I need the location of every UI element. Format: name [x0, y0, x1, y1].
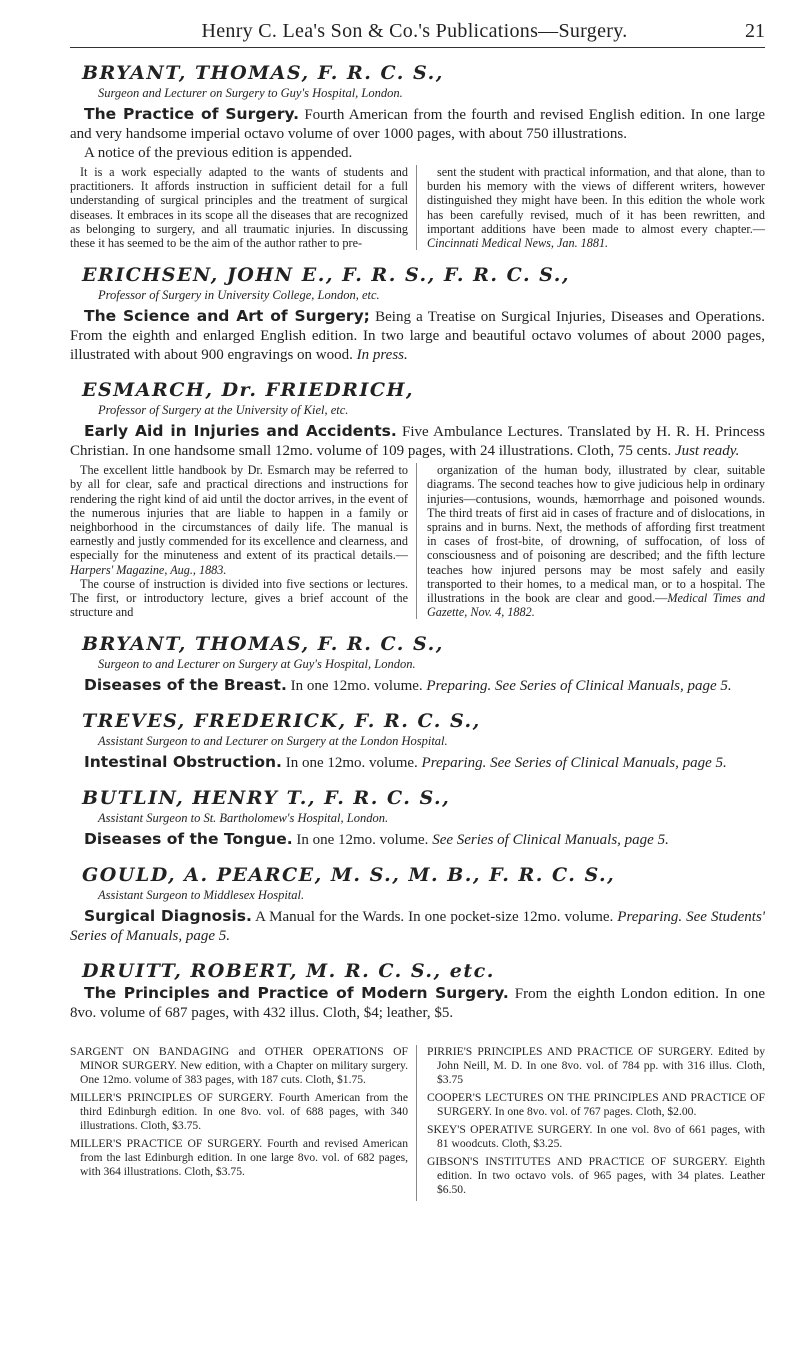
- page-number: 21: [745, 20, 765, 42]
- entry-bryant-practice: [70, 62, 765, 250]
- ad-item: GIBSON'S INSTITUTES AND PRACTICE OF SURGERY. Eighth edition. In two octavo vols. of 965 pages, with 34 plates. Leather $6.50.: [427, 1155, 765, 1197]
- see-reference: See Series of Clinical Manuals, page 5.: [491, 678, 732, 695]
- notice: A notice of the previous edition is appended.: [84, 145, 353, 161]
- ad-item: SARGENT ON BANDAGING and OTHER OPERATIONS OF MINOR SURGERY. New edition, with a Chapter on military surgery. One 12mo. volume of 383 pages, with 187 cuts. Cloth, $1.75.: [70, 1045, 408, 1087]
- author-name: TREVES, FREDERICK, F. R. C. S.,: [82, 710, 481, 733]
- ad-item: MILLER'S PRACTICE OF SURGERY. Fourth and revised American from the last Edinburgh edition. In one large 8vo. vol. of 682 pages, with 364 illustrations. Cloth, $3.75.: [70, 1137, 408, 1179]
- page-header: [70, 20, 765, 43]
- entry-gould: [70, 864, 765, 946]
- book-title: Diseases of the Tongue.: [84, 830, 293, 849]
- page: [70, 20, 765, 1201]
- review-left-1: The excellent little handbook by Dr. Esmarch may be referred to by all for clear, safe and practical directions and instructions for rendering the right kind of aid until the doctor arrives, in the event of the numerous injuries that are liable to happen in a family or neighborhood in the circumstances of daily life. The manual is earnestly and justly commended for its excellence and clearness, and especially for the minuteness and extent of its practical details.—Harpers' Magazine, Aug., 1883.: [70, 463, 408, 577]
- ad-item: COOPER'S LECTURES ON THE PRINCIPLES AND PRACTICE OF SURGERY. In one 8vo. vol. of 767 pages. Cloth, $2.00.: [427, 1091, 765, 1119]
- book-description: Intestinal Obstruction. In one 12mo. volume. Preparing. See Series of Clinical Manuals, page 5.: [84, 753, 727, 772]
- review-columns: [70, 165, 765, 250]
- review-source: Harpers' Magazine, Aug., 1883.: [70, 562, 227, 577]
- see-reference: See Series of Clinical Manuals, page 5.: [486, 755, 727, 772]
- running-title: Henry C. Lea's Son & Co.'s Publications—Surgery.: [201, 20, 628, 42]
- review-columns: [70, 463, 765, 619]
- see-reference: See Students' Series of Manuals, page 5.: [70, 909, 765, 945]
- review-right: sent the student with practical information, and that alone, than to burden his memory with the views of different writers, however distinguished they might have been. In this edition the whole work has been carefully revised, much of it has been rewritten, and important additions have been made to almost every chapter.—Cincinnati Medical News, Jan. 1881.: [427, 165, 765, 251]
- author-name: DRUITT, ROBERT, M. R. C. S., etc.: [82, 960, 495, 983]
- book-description: Surgical Diagnosis. A Manual for the Wards. In one pocket-size 12mo. volume. Preparing. See Students' Series of Manuals, page 5.: [70, 907, 765, 945]
- see-reference: See Series of Clinical Manuals, page 5.: [432, 832, 669, 849]
- book-title: The Principles and Practice of Modern Surgery.: [84, 984, 509, 1003]
- ad-item: SKEY'S OPERATIVE SURGERY. In one vol. 8vo of 661 pages, with 81 woodcuts. Cloth, $3.25.: [427, 1123, 765, 1151]
- entry-bryant-breast: [70, 633, 765, 696]
- book-status: In press.: [356, 347, 408, 364]
- author-role: Assistant Surgeon to Middlesex Hospital.: [98, 888, 305, 903]
- entry-esmarch: [70, 379, 765, 619]
- book-description: The Science and Art of Surgery; Being a Treatise on Surgical Injuries, Diseases and Operations. From the eighth and enlarged English edition. In two large and beautiful octavo volumes of about 2000 pages, illustrated with about 900 engravings on wood. In press.: [70, 307, 765, 364]
- book-title: Intestinal Obstruction.: [84, 753, 282, 772]
- author-role: Surgeon and Lecturer on Surgery to Guy's Hospital, London.: [98, 86, 403, 100]
- header-rule: [70, 47, 765, 48]
- book-title: Diseases of the Breast.: [84, 676, 287, 695]
- ad-item: PIRRIE'S PRINCIPLES AND PRACTICE OF SURGERY. Edited by John Neill, M. D. In one 8vo. vol. of 784 pp. with 316 illus. Cloth, $3.75: [427, 1045, 765, 1087]
- review-left-2: The course of instruction is divided into five sections or lectures. The first, or introductory lecture, gives a brief account of the structure and: [70, 576, 408, 620]
- review-source: Cincinnati Medical News, Jan. 1881.: [427, 236, 609, 251]
- author-name: ERICHSEN, JOHN E., F. R. S., F. R. C. S.,: [82, 264, 570, 287]
- book-title: The Practice of Surgery.: [84, 105, 300, 123]
- book-description: Diseases of the Tongue. In one 12mo. volume. See Series of Clinical Manuals, page 5.: [84, 830, 669, 849]
- review-right: organization of the human body, illustrated by clear, suitable diagrams. The second teaches how to give judicious help in ordinary injuries—contusions, wounds, hæmorrhage and poisoned wounds. The third treats of first aid in cases of fracture and of dislocations, in sprains and in burns. Next, the methods of affording first treatment in cases of frost-bite, of drowning, of suffocation, of loss of consciousness and of poisoning are described; and the fifth lecture teaches how injured persons may be most safely and easily transported to their homes, to a medical man, or to a hospital. The illustrations in the book are clear and good.—Medical Times and Gazette, Nov. 4, 1882.: [427, 463, 765, 620]
- book-description: The Practice of Surgery. Fourth American from the fourth and revised English edition. In one large and very handsome imperial octavo volume of over 1000 pages, with about 750 illustrations.: [70, 105, 765, 142]
- entry-treves: [70, 710, 765, 773]
- entry-druitt: [70, 960, 765, 1023]
- author-name: BRYANT, THOMAS, F. R. C. S.,: [82, 62, 444, 84]
- author-name: BUTLIN, HENRY T., F. R. C. S.,: [82, 787, 451, 810]
- entry-butlin: [70, 787, 765, 850]
- ad-item: MILLER'S PRINCIPLES OF SURGERY. Fourth American from the third Edinburgh edition. In one 8vo. vol. of 688 pages, with 340 illustrations. Cloth, $3.75.: [70, 1091, 408, 1133]
- author-role: Surgeon to and Lecturer on Surgery at Guy's Hospital, London.: [98, 657, 416, 672]
- book-title: Surgical Diagnosis.: [84, 907, 252, 926]
- author-role: Assistant Surgeon to and Lecturer on Surgery at the London Hospital.: [98, 734, 448, 749]
- author-name: ESMARCH, Dr. FRIEDRICH,: [82, 379, 415, 402]
- author-name: BRYANT, THOMAS, F. R. C. S.,: [82, 633, 444, 656]
- author-role: Professor of Surgery in University College, London, etc.: [98, 288, 380, 303]
- review-source: Medical Times and Gazette, Nov. 4, 1882.: [427, 591, 765, 620]
- book-description: The Principles and Practice of Modern Surgery. From the eighth London edition. In one 8vo. volume of 687 pages, with 432 illus. Cloth, $4; leather, $5.: [70, 984, 765, 1022]
- book-description: Early Aid in Injuries and Accidents. Five Ambulance Lectures. Translated by H. R. H. Princess Christian. In one handsome small 12mo. volume of 109 pages, with 24 illustrations. Cloth, 75 cents. Just ready.: [70, 422, 765, 460]
- book-title: The Science and Art of Surgery;: [84, 307, 370, 326]
- book-description: Diseases of the Breast. In one 12mo. volume. Preparing. See Series of Clinical Manuals, page 5.: [84, 676, 732, 695]
- review-left: It is a work especially adapted to the wants of students and practitioners. It affords instruction in sufficient detail for a full understanding of surgical principles and the treatment of surgical diseases. It embraces in its scope all the diseases that are recognized as belonging to surgery, and all traumatic injuries. In discussing these it has seemed to be the aim of the author rather to pre-: [70, 165, 408, 251]
- author-role: Assistant Surgeon to St. Bartholomew's Hospital, London.: [98, 811, 389, 826]
- other-titles: [70, 1045, 765, 1201]
- author-name: GOULD, A. PEARCE, M. S., M. B., F. R. C. S.,: [82, 864, 616, 887]
- author-role: Professor of Surgery at the University of Kiel, etc.: [98, 403, 349, 418]
- book-status: Just ready.: [674, 443, 740, 460]
- entry-erichsen: [70, 264, 765, 365]
- book-title: Early Aid in Injuries and Accidents.: [84, 422, 397, 441]
